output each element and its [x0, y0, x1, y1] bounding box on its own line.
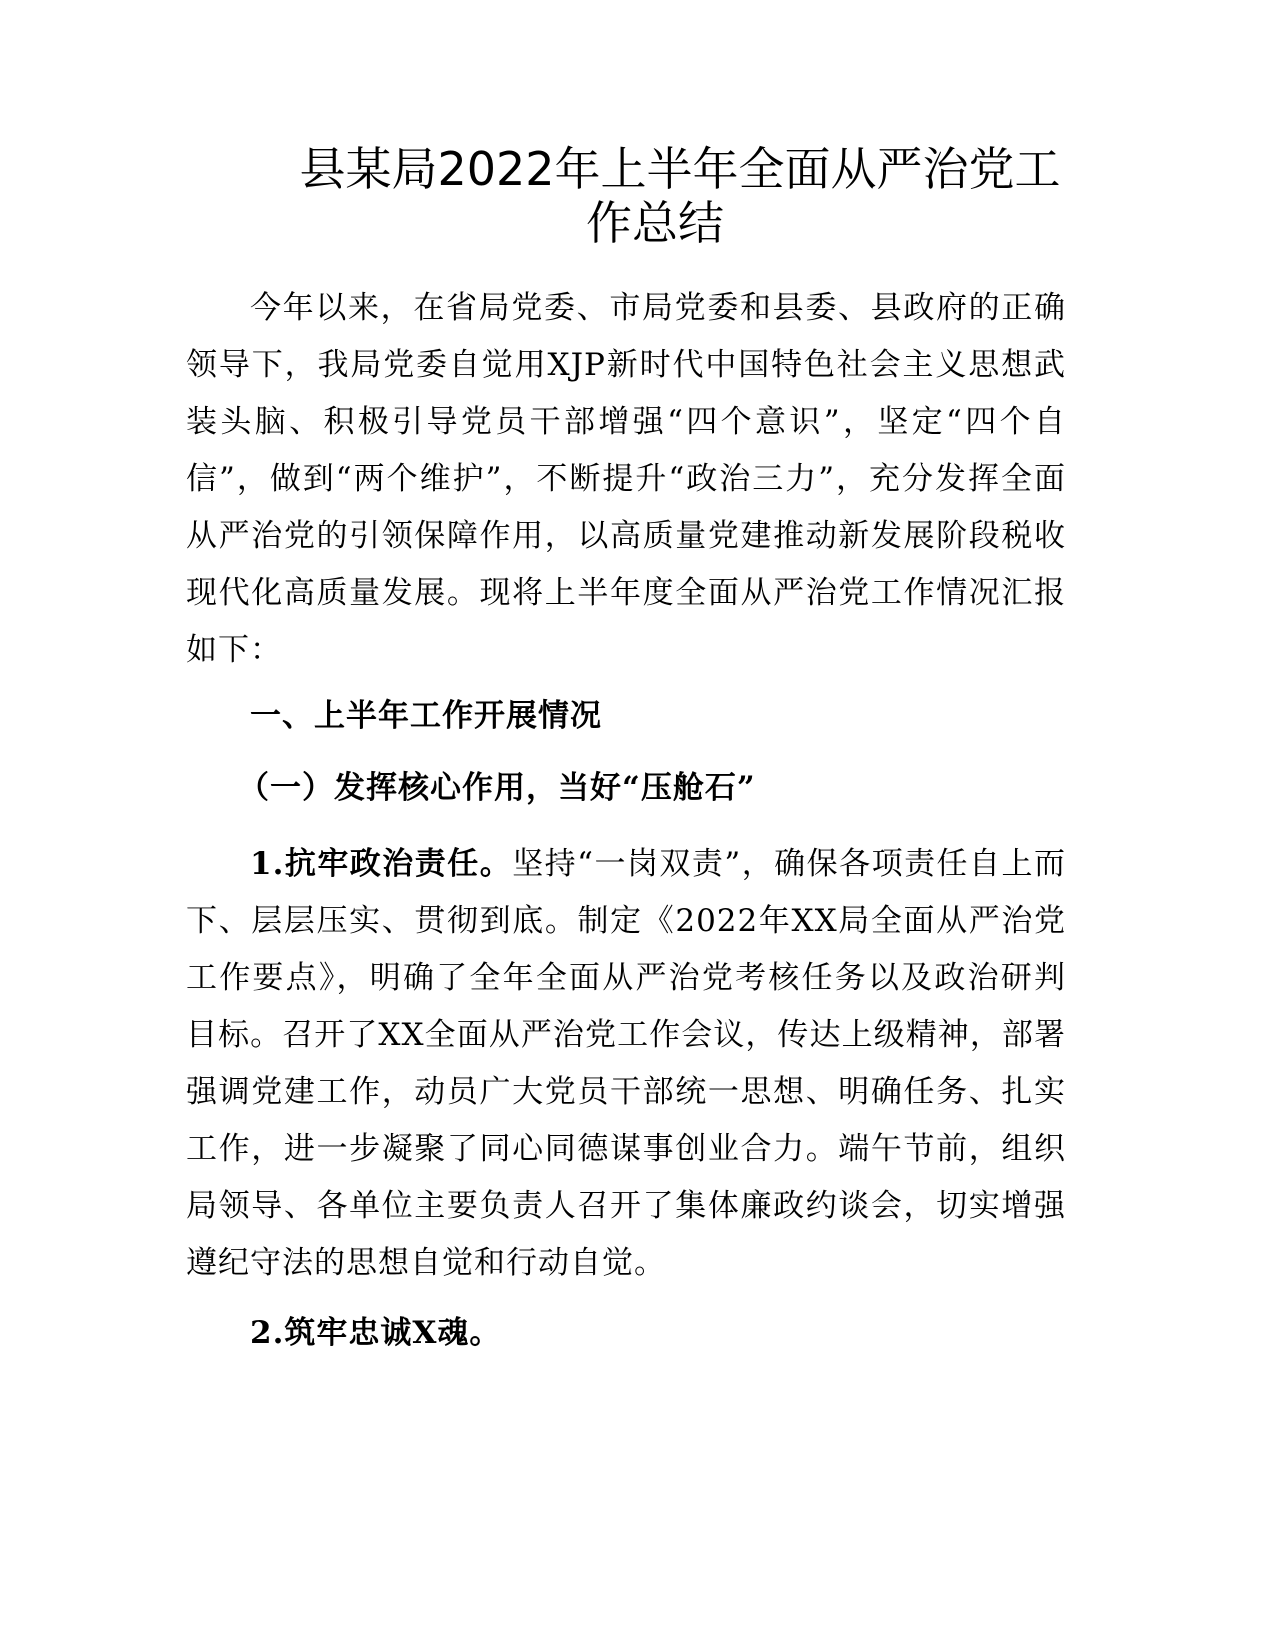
subsection-heading: （一）发挥核心作用，当好“压舱石”	[238, 770, 756, 806]
intro-paragraph: 今年以来，在省局党委、市局党委和县委、县政府的正确领导下，我局党委自觉用XJP新时代中国特色社会主义思想武装头脑、积极引导党员干部增强“四个意识”，坚定“四个自信”，做到“两个维护”，不断提升“政治三力”，充分发挥全面从严治党的引领保障作用，以高质量党建推动新发展阶段税收现代化高质量发展。现将上半年度全面从严治党工作情况汇报如下：	[186, 290, 1066, 668]
section-heading: 一、上半年工作开展情况	[250, 698, 602, 734]
title-line-1: 县某局2022年上半年全面从严治党工	[299, 142, 1061, 196]
item-1-body: 坚持“一岗双责”，确保各项责任自上而下、层层压实、贯彻到底。制定《2022年XX局全面从严治党工作要点》，明确了全年全面从严治党考核任务以及政治研判目标。召开了XX全面从严治党工作会议，传达上级精神，部署强调党建工作，动员广大党员干部统一思想、明确任务、扎实工作，进一步凝聚了同心同德谋事创业合力。端午节前，组织局领导、各单位主要负责人召开了集体廉政约谈会，切实增强遵纪守法的思想自觉和行动自觉。	[186, 846, 1066, 1281]
item-2-heading: 2.筑牢忠诚X魂。	[250, 1315, 502, 1351]
item-1-paragraph	[186, 836, 1066, 1292]
title-line-2: 作总结	[586, 196, 724, 250]
item-1-label: 1.抗牢政治责任。	[250, 846, 513, 882]
document-title	[180, 142, 1100, 250]
